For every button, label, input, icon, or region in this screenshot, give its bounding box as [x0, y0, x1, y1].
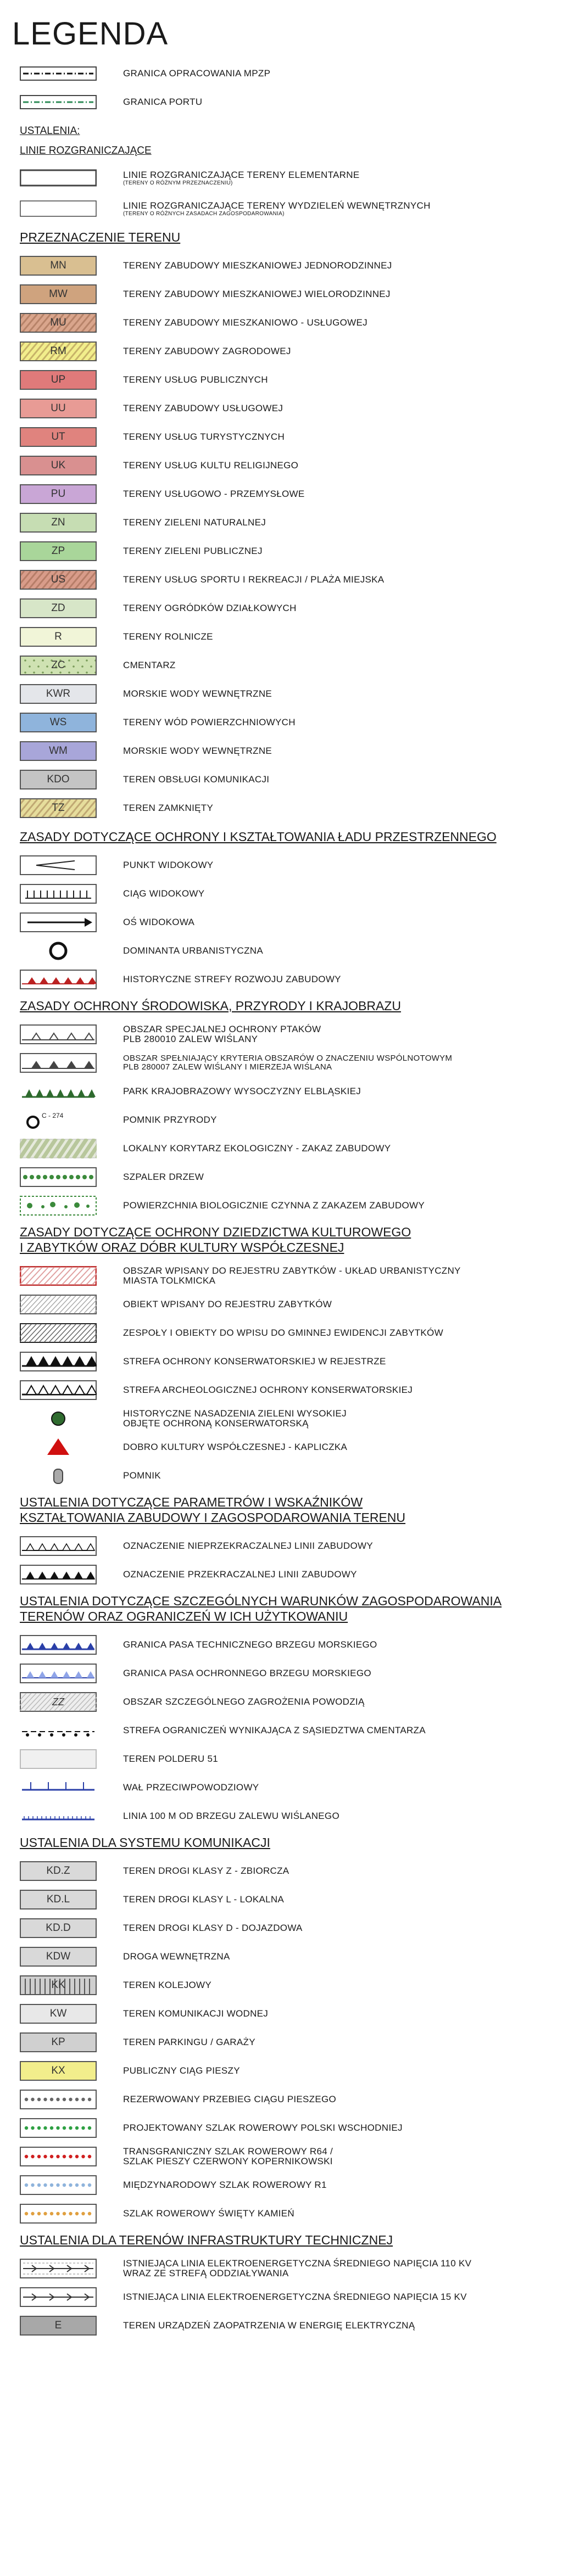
restriction-row: [20, 1689, 564, 1715]
legend-symbol: [20, 64, 97, 83]
land-use-row: [20, 567, 564, 593]
legend-label: OBIEKT WPISANY DO REJESTRU ZABYTKÓW: [123, 1299, 332, 1309]
land-use-row: [20, 424, 564, 450]
land-use-code: WS: [49, 716, 67, 728]
legend-symbol: [20, 970, 97, 989]
land-use-row: [20, 395, 564, 422]
legend-label: REZERWOWANY PRZEBIEG CIĄGU PIESZEGO: [123, 2094, 337, 2104]
legend-swatch: [20, 427, 97, 447]
legend-label: TEREN POLDERU 51: [123, 1754, 218, 1764]
spatial-order-row: [20, 881, 564, 907]
legend-symbol: [20, 1466, 97, 1486]
transport-row: [20, 1915, 564, 1941]
land-use-row: [20, 709, 564, 736]
land-use-code: ZC: [51, 659, 65, 671]
legend-label: TERENY WÓD POWIERZCHNIOWYCH: [123, 717, 296, 727]
legend-symbol: [20, 1380, 97, 1400]
environment-row: [20, 1192, 564, 1219]
bike-route-r64-icon: [20, 2147, 97, 2166]
land-use-code: E: [54, 2320, 62, 2331]
heritage-row: [20, 1434, 564, 1460]
circle-icon: [20, 941, 97, 961]
bio-surface-icon: [20, 1196, 97, 1216]
legend-label: TERENY USŁUG SPORTU I REKREACJI / PLAŻA MIEJSKA: [123, 574, 385, 585]
land-use-code: UU: [51, 402, 66, 414]
restriction-row: [20, 1774, 564, 1801]
legend-label: [123, 201, 431, 217]
restriction-row: [20, 1632, 564, 1658]
environment-row: [20, 1050, 564, 1076]
restriction-row: [20, 1746, 564, 1772]
environment-row: [20, 1021, 564, 1048]
legend-label: TEREN PARKINGU / GARAŻY: [123, 2037, 255, 2047]
plan-boundary-icon: [20, 64, 97, 83]
land-use-row: [20, 281, 564, 307]
legend-label: TEREN KOLEJOWY: [123, 1980, 212, 1990]
land-use-code: KWR: [46, 688, 71, 699]
spatial-order-row: [20, 938, 564, 964]
bike-route-east-icon: [20, 2118, 97, 2138]
legend-label: TERENY USŁUG TURYSTYCZNYCH: [123, 432, 285, 442]
legend-label: OŚ WIDOKOWA: [123, 917, 195, 927]
legend-symbol: [20, 1167, 97, 1187]
legend-label: TEREN URZĄDZEŃ ZAOPATRZENIA W ENERGIĘ ELEKTRYCZNĄ: [123, 2320, 415, 2331]
legend-label: LINIA 100 M OD BRZEGU ZALEWU WIŚLANEGO: [123, 1811, 339, 1821]
legend-symbol: [20, 1295, 97, 1314]
legend-label: OBSZAR SPECJALNEJ OCHRONY PTAKÓW PLB 280010 ZALEW WIŚLANY: [123, 1024, 321, 1044]
cemetery-zone-icon: [20, 1721, 97, 1740]
section-heading: ZASADY DOTYCZĄCE OCHRONY DZIEDZICTWA KULTUROWEGO I ZABYTKÓW ORAZ DÓBR KULTURY WSPÓŁCZESNEJ: [20, 1225, 411, 1255]
land-use-row: [20, 681, 564, 707]
archaeology-zone-icon: [20, 1380, 97, 1400]
exceed-line-icon: [20, 1565, 97, 1584]
land-use-code: KDO: [47, 774, 70, 785]
legend-label: OZNACZENIE NIEPRZEKRACZALNEJ LINII ZABUDOWY: [123, 1541, 373, 1551]
land-use-row: [20, 738, 564, 764]
legend-symbol: [20, 1196, 97, 1216]
land-use-code: R: [54, 631, 62, 642]
legend-label: OBSZAR WPISANY DO REJESTRU ZABYTKÓW - UKŁAD URBANISTYCZNY MIASTA TOLKMICKA: [123, 1265, 461, 1286]
legend-symbol: [20, 168, 97, 188]
elementary-line-icon: [20, 168, 97, 188]
infrastructure-row: [20, 2255, 564, 2282]
transport-row: [20, 1944, 564, 1970]
chapel-icon: [20, 1437, 97, 1457]
protective-belt-icon: [20, 1664, 97, 1683]
power-line-15-icon: [20, 2287, 97, 2307]
section-heading: USTALENIA:: [20, 125, 80, 137]
legend-symbol: [20, 1664, 97, 1683]
legend-label: PUNKT WIDOKOWY: [123, 860, 214, 870]
legend-swatch: [20, 370, 97, 390]
polder-icon: [20, 1749, 97, 1769]
legend-label: TERENY ZABUDOWY ZAGRODOWEJ: [123, 346, 291, 356]
spatial-order-row: [20, 966, 564, 993]
legend-label: TERENY OGRÓDKÓW DZIAŁKOWYCH: [123, 603, 297, 613]
legend-label: TERENY ZABUDOWY USŁUGOWEJ: [123, 403, 283, 413]
legend-symbol: [20, 1139, 97, 1158]
legend-label: SZLAK ROWEROWY ŚWIĘTY KAMIEŃ: [123, 2208, 294, 2219]
transport-row: [20, 1886, 564, 1913]
legend-label: GRANICA OPRACOWANIA MPZP: [123, 68, 271, 79]
legend-label: GRANICA PASA TECHNICZNEGO BRZEGU MORSKIEGO: [123, 1639, 377, 1650]
legend-symbol: [20, 912, 97, 932]
legend-swatch: [20, 2316, 97, 2336]
route-row: [20, 2172, 564, 2198]
infrastructure-row: [20, 2312, 564, 2339]
legend-swatch: [20, 770, 97, 789]
legend-label-sub: (TERENY O RÓŻNYM PRZEZNACZENIU): [123, 180, 233, 186]
legend-symbol: [20, 1024, 97, 1044]
legend-swatch: [20, 798, 97, 818]
dividing-line-row: [20, 165, 564, 191]
legend-label: ISTNIEJĄCA LINIA ELEKTROENERGETYCZNA ŚREDNIEGO NAPIĘCIA 15 KV: [123, 2292, 467, 2302]
legend-label: TERENY ZABUDOWY MIESZKANIOWO - USŁUGOWEJ: [123, 317, 367, 328]
legend-label: WAŁ PRZECIWPOWODZIOWY: [123, 1782, 259, 1793]
legend-label: [123, 170, 359, 186]
legend-swatch: [20, 1947, 97, 1967]
section-heading: ZASADY DOTYCZĄCE OCHRONY I KSZTAŁTOWANIA ŁADU PRZESTRZENNEGO: [20, 830, 497, 844]
red-triangles-icon: [20, 970, 97, 989]
land-use-code: UT: [51, 431, 65, 443]
legend-label: SZPALER DRZEW: [123, 1172, 204, 1182]
registered-object-icon: [20, 1295, 97, 1314]
land-use-row: [20, 766, 564, 793]
tree-row-icon: [20, 1167, 97, 1187]
transport-row: [20, 1858, 564, 1884]
footpath-reserve-icon: [20, 2090, 97, 2109]
legend-swatch: [20, 2061, 97, 2081]
legend-label: TEREN DROGI KLASY Z - ZBIORCZA: [123, 1866, 289, 1876]
section-heading: USTALENIA DLA TERENÓW INFRASTRUKTURY TECHNICZNEJ: [20, 2233, 393, 2247]
legend-symbol: [20, 2175, 97, 2195]
legend-swatch: [20, 2032, 97, 2052]
land-use-code: TZ: [52, 802, 65, 814]
land-use-row: [20, 652, 564, 679]
legend-symbol: [20, 884, 97, 904]
dividing-line-row: [20, 195, 564, 222]
land-use-row: [20, 338, 564, 365]
arrow-axis-icon: [20, 912, 97, 932]
legend-symbol: [20, 2204, 97, 2224]
land-use-row: [20, 509, 564, 536]
legend-label: POMNIK PRZYRODY: [123, 1115, 217, 1125]
legend-label: GRANICA PORTU: [123, 97, 203, 107]
legend-symbol: [20, 2287, 97, 2307]
legend-swatch: [20, 656, 97, 675]
heritage-row: [20, 1348, 564, 1375]
legend-symbol: [20, 1266, 97, 1286]
section-heading: USTALENIA DOTYCZĄCE SZCZEGÓLNYCH WARUNKÓW ZAGOSPODAROWANIA TERENÓW ORAZ OGRANICZEŃ W ICH UŻYTKOWANIU: [20, 1594, 502, 1623]
legend-label: POMNIK: [123, 1470, 161, 1481]
heritage-row: [20, 1405, 564, 1432]
land-use-code: KD.Z: [46, 1865, 70, 1877]
legend-label: TEREN DROGI KLASY D - DOJAZDOWA: [123, 1923, 303, 1933]
legend-label: MORSKIE WODY WEWNĘTRZNE: [123, 746, 272, 756]
legend-label: TERENY ZIELENI NATURALNEJ: [123, 517, 266, 528]
environment-row: [20, 1107, 564, 1133]
legend-symbol: [20, 1323, 97, 1343]
legend-swatch: [20, 399, 97, 418]
legend-swatch: [20, 1975, 97, 1995]
land-use-code: KP: [51, 2036, 65, 2048]
legend-label: TERENY ZABUDOWY MIESZKANIOWEJ WIELORODZINNEJ: [123, 289, 391, 299]
internal-line-icon: [20, 199, 97, 219]
transport-row: [20, 2058, 564, 2084]
legend-symbol: [20, 1749, 97, 1769]
restriction-row: [20, 1717, 564, 1744]
land-use-code: MW: [49, 288, 68, 300]
legend-label: TEREN ZAMKNIĘTY: [123, 803, 214, 813]
view-corridor-icon: [20, 884, 97, 904]
route-row: [20, 2143, 564, 2170]
heritage-row: [20, 1463, 564, 1489]
legend-swatch: [20, 2004, 97, 2024]
boundary-row: [20, 60, 564, 87]
power-line-110-icon: [20, 2259, 97, 2278]
land-use-row: [20, 253, 564, 279]
land-use-code: ZP: [51, 545, 65, 557]
landscape-park-icon: [20, 1082, 97, 1101]
legend-symbol: [20, 941, 97, 961]
legend-swatch: [20, 684, 97, 704]
land-use-code: ZD: [51, 602, 65, 614]
legend-symbol: [20, 1082, 97, 1101]
legend-label: TERENY USŁUG PUBLICZNYCH: [123, 374, 268, 385]
legend-label: DROGA WEWNĘTRZNA: [123, 1951, 230, 1962]
land-use-code: KX: [51, 2065, 65, 2076]
land-use-code: KD.D: [46, 1922, 71, 1934]
levee-icon: [20, 1778, 97, 1797]
legend-label-main: LINIE ROZGRANICZAJĄCE TERENY WYDZIELEŃ WEWNĘTRZNYCH: [123, 200, 431, 211]
legend-swatch: [20, 284, 97, 304]
bird-area-icon: [20, 1024, 97, 1044]
land-use-row: [20, 538, 564, 564]
legend-label: STREFA OGRANICZEŃ WYNIKAJĄCA Z SĄSIEDZTWA CMENTARZA: [123, 1725, 426, 1735]
legend-label: STREFA ARCHEOLOGICZNEJ OCHRONY KONSERWATORSKIEJ: [123, 1385, 413, 1395]
infrastructure-row: [20, 2284, 564, 2310]
legend-swatch: [20, 713, 97, 732]
legend-symbol: [20, 199, 97, 219]
technical-belt-icon: [20, 1635, 97, 1655]
viewpoint-icon: [20, 855, 97, 875]
spatial-order-row: [20, 852, 564, 878]
spatial-order-row: [20, 909, 564, 936]
land-use-code: ZN: [51, 517, 65, 528]
legend-label: TERENY ZABUDOWY MIESZKANIOWEJ JEDNORODZINNEJ: [123, 260, 392, 271]
legend-label: CMENTARZ: [123, 660, 176, 670]
monument-badge: C - 274: [42, 1112, 64, 1119]
land-use-code: KDW: [46, 1951, 71, 1962]
legend-symbol: [20, 92, 97, 112]
route-row: [20, 2086, 564, 2113]
nature-monument-icon: [20, 1110, 97, 1130]
legend-label: ZESPOŁY I OBIEKTY DO WPISU DO GMINNEJ EWIDENCJI ZABYTKÓW: [123, 1328, 443, 1338]
legend-label: LOKALNY KORYTARZ EKOLOGICZNY - ZAKAZ ZABUDOWY: [123, 1143, 391, 1153]
legend-symbol: [20, 1053, 97, 1073]
legend-symbol: [20, 1692, 97, 1712]
legend-label: PARK KRAJOBRAZOWY WYSOCZYZNY ELBLĄSKIEJ: [123, 1086, 361, 1096]
route-row: [20, 2115, 564, 2141]
legend-symbol: [20, 2147, 97, 2166]
heritage-row: [20, 1377, 564, 1403]
legend-label: CIĄG WIDOKOWY: [123, 888, 205, 899]
legend-symbol: [20, 1721, 97, 1740]
legend-label: TERENY USŁUG KULTU RELIGIJNEGO: [123, 460, 299, 471]
land-use-row: [20, 595, 564, 621]
conservation-zone-icon: [20, 1352, 97, 1371]
land-use-row: [20, 310, 564, 336]
legend-symbol: [20, 1635, 97, 1655]
legend-label: PROJEKTOWANY SZLAK ROWEROWY POLSKI WSCHODNIEJ: [123, 2123, 403, 2133]
legend-swatch: [20, 456, 97, 475]
heritage-row: [20, 1263, 564, 1289]
legend-label: MIĘDZYNARODOWY SZLAK ROWEROWY R1: [123, 2180, 327, 2190]
legend-symbol: [20, 2118, 97, 2138]
legend-label: TEREN KOMUNIKACJI WODNEJ: [123, 2008, 269, 2019]
flood-risk-icon: [20, 1692, 97, 1712]
legend-label: DOBRO KULTURY WSPÓŁCZESNEJ - KAPLICZKA: [123, 1442, 348, 1452]
land-use-row: [20, 481, 564, 507]
route-row: [20, 2200, 564, 2227]
section-heading: ZASADY OCHRONY ŚRODOWISKA, PRZYRODY I KRAJOBRAZU: [20, 999, 401, 1013]
land-use-code: KK: [51, 1979, 65, 1991]
legend-symbol: [20, 1352, 97, 1371]
legend-label: MORSKIE WODY WEWNĘTRZNE: [123, 688, 272, 699]
environment-row: [20, 1135, 564, 1162]
legend-symbol: [20, 1437, 97, 1457]
legend-symbol: [20, 1409, 97, 1429]
section-heading: LINIE ROZGRANICZAJĄCE: [20, 145, 152, 156]
legend-label-sub: (TERENY O RÓŻNYCH ZASADACH ZAGOSPODAROWANIA): [123, 210, 285, 217]
land-use-code: WM: [49, 745, 68, 757]
community-area-icon: [20, 1053, 97, 1073]
legend-label: TERENY ZIELENI PUBLICZNEJ: [123, 546, 263, 556]
land-use-row: [20, 624, 564, 650]
restriction-row: [20, 1660, 564, 1687]
environment-row: [20, 1164, 564, 1190]
land-use-code: UK: [51, 460, 66, 471]
shore-line-icon: [20, 1806, 97, 1826]
legend-swatch: [20, 1918, 97, 1938]
legend-swatch: [20, 570, 97, 590]
legend-symbol: [20, 1536, 97, 1556]
legend-swatch: [20, 313, 97, 333]
boundary-row: [20, 89, 564, 115]
legend-label: STREFA OCHRONY KONSERWATORSKIEJ W REJESTRZE: [123, 1356, 386, 1367]
legend-label: ISTNIEJĄCA LINIA ELEKTROENERGETYCZNA ŚREDNIEGO NAPIĘCIA 110 KV WRAZ ZE STREFĄ ODDZIAŁYWANIA: [123, 2258, 472, 2278]
urban-layout-icon: [20, 1266, 97, 1286]
legend-swatch: [20, 513, 97, 533]
legend-symbol: [20, 1565, 97, 1584]
legend-label: TRANSGRANICZNY SZLAK ROWEROWY R64 / SZLAK PIESZY CZERWONY KOPERNIKOWSKI: [123, 2146, 333, 2166]
land-use-code: KW: [49, 2008, 67, 2019]
municipal-register-icon: [20, 1323, 97, 1343]
bike-route-r1-icon: [20, 2175, 97, 2195]
legend-symbol: [20, 2090, 97, 2109]
building-line-row: [20, 1561, 564, 1588]
heritage-row: [20, 1320, 564, 1346]
legend-label: TERENY USŁUGOWO - PRZEMYSŁOWE: [123, 489, 305, 499]
legend-symbol: [20, 1806, 97, 1826]
legend-swatch: [20, 541, 97, 561]
section-heading: PRZEZNACZENIE TERENU: [20, 230, 181, 244]
environment-row: [20, 1078, 564, 1105]
section-heading: USTALENIA DLA SYSTEMU KOMUNIKACJI: [20, 1835, 270, 1850]
land-use-code: MN: [50, 260, 66, 271]
legend-swatch: [20, 1890, 97, 1909]
legend-swatch: [20, 256, 97, 276]
land-use-code: UP: [51, 374, 66, 385]
legend-label: HISTORYCZNE STREFY ROZWOJU ZABUDOWY: [123, 974, 341, 984]
eco-corridor-icon: [20, 1139, 97, 1158]
legend-swatch: [20, 598, 97, 618]
legend-label: TEREN DROGI KLASY L - LOKALNA: [123, 1894, 285, 1905]
legend-label: TERENY ROLNICZE: [123, 631, 213, 642]
legend-label: GRANICA PASA OCHRONNEGO BRZEGU MORSKIEGO: [123, 1668, 371, 1678]
legend-swatch: [20, 627, 97, 647]
land-use-code: KD.L: [46, 1894, 70, 1905]
legend-swatch: [20, 1861, 97, 1881]
transport-row: [20, 1972, 564, 1998]
land-use-code: PU: [51, 488, 66, 500]
building-line-row: [20, 1533, 564, 1559]
land-use-row: [20, 367, 564, 393]
historic-tree-icon: [20, 1409, 97, 1429]
legend-label: OBSZAR SPEŁNIAJĄCY KRYTERIA OBSZARÓW O ZNACZENIU WSPÓLNOTOWYM PLB 280007 ZALEW WIŚLANY I MIERZEJA WIŚLANA: [123, 1054, 453, 1072]
land-use-code: US: [51, 574, 66, 585]
bike-route-stone-icon: [20, 2204, 97, 2224]
legend-label: HISTORYCZNE NASADZENIA ZIELENI WYSOKIEJ OBJĘTE OCHRONĄ KONSERWATORSKĄ: [123, 1408, 347, 1429]
legend-title: LEGENDA: [12, 16, 169, 52]
legend-label: POWIERZCHNIA BIOLOGICZNIE CZYNNA Z ZAKAZEM ZABUDOWY: [123, 1200, 425, 1211]
nonexceed-line-icon: [20, 1536, 97, 1556]
land-use-code: MU: [50, 317, 66, 328]
legend-label: TEREN OBSŁUGI KOMUNIKACJI: [123, 774, 270, 785]
legend-swatch: [20, 741, 97, 761]
land-use-row: [20, 452, 564, 479]
legend-swatch: [20, 484, 97, 504]
legend-symbol: [20, 1110, 97, 1130]
flood-code: ZZ: [52, 1696, 64, 1707]
legend-swatch: [20, 341, 97, 361]
land-use-row: [20, 795, 564, 821]
heritage-row: [20, 1291, 564, 1318]
port-boundary-icon: [20, 92, 97, 112]
legend-label-main: LINIE ROZGRANICZAJĄCE TERENY ELEMENTARNE: [123, 169, 360, 180]
legend-label: OBSZAR SZCZEGÓLNEGO ZAGROŻENIA POWODZIĄ: [123, 1696, 365, 1707]
legend-symbol: [20, 1778, 97, 1797]
transport-row: [20, 2029, 564, 2056]
monument-icon: [20, 1466, 97, 1486]
legend-label: DOMINANTA URBANISTYCZNA: [123, 945, 263, 956]
restriction-row: [20, 1803, 564, 1829]
legend-symbol: [20, 855, 97, 875]
section-heading: USTALENIA DOTYCZĄCE PARAMETRÓW I WSKAŹNIKÓW KSZTAŁTOWANIA ZABUDOWY I ZAGOSPODAROWANIA TERENU: [20, 1495, 406, 1525]
land-use-code: RM: [50, 345, 66, 357]
transport-row: [20, 2001, 564, 2027]
legend-label: OZNACZENIE PRZEKRACZALNEJ LINII ZABUDOWY: [123, 1569, 357, 1580]
legend-symbol: [20, 2259, 97, 2278]
legend-label: PUBLICZNY CIĄG PIESZY: [123, 2065, 240, 2076]
